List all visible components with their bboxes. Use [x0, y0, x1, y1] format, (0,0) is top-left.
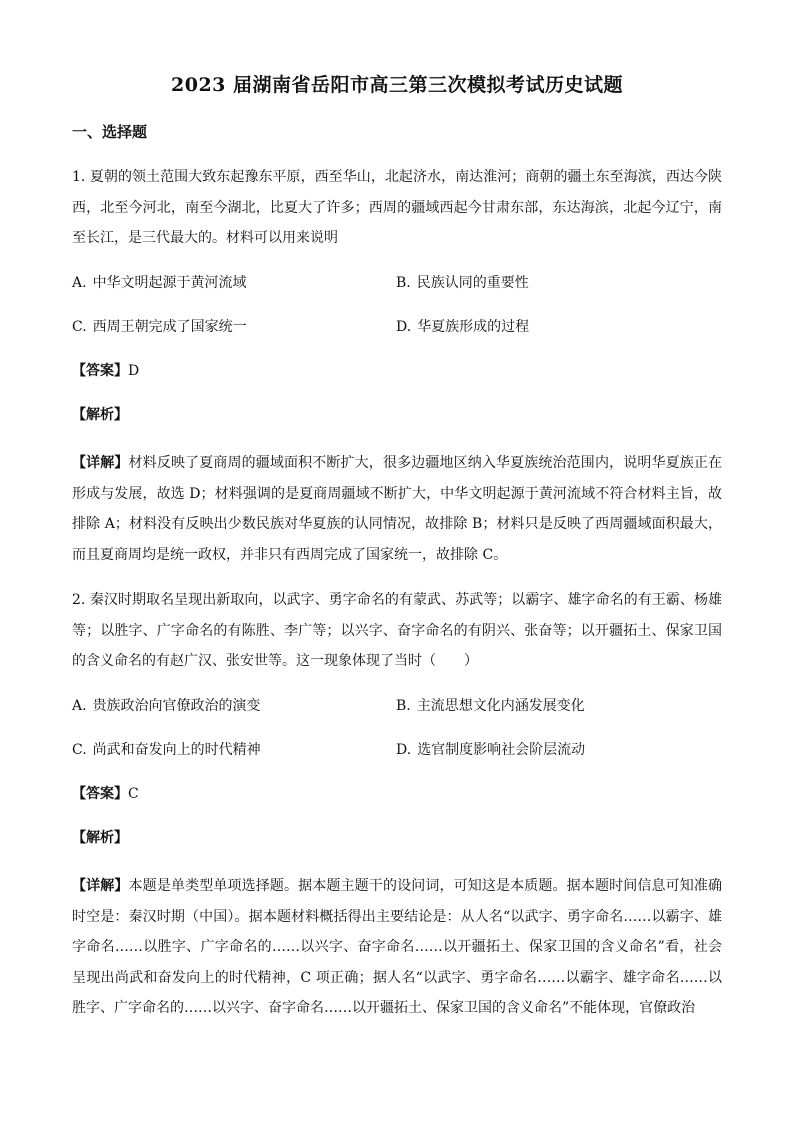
option-letter: A.	[72, 275, 87, 291]
question-2-option-d[interactable]	[396, 740, 585, 760]
option-text: 选官制度影响社会阶层流动	[417, 742, 586, 758]
section-title: 一、选择题	[72, 123, 148, 141]
option-text: 西周王朝完成了国家统一	[92, 319, 247, 335]
option-text: 主流思想文化内涵发展变化	[416, 698, 585, 714]
question-2-option-c[interactable]	[72, 740, 261, 760]
page-title: 2023 届湖南省岳阳市高三第三次模拟考试历史试题	[171, 74, 623, 96]
option-text: 尚武和奋发向上的时代精神	[92, 742, 261, 758]
analysis-label: 【解析】	[72, 407, 128, 423]
answer-value: C	[128, 786, 139, 802]
option-letter: D.	[396, 319, 412, 335]
option-letter: B.	[396, 275, 411, 291]
option-letter: C.	[72, 742, 87, 758]
question-1-answer	[72, 361, 139, 381]
detail-text: 材料反映了夏商周的疆域面积不断扩大，很多边疆地区纳入华夏族统治范围内，说明华夏族正在形成与发展，故选 D；材料强调的是夏商周疆域不断扩大，中华文明起源于黄河流域不符合材料主旨，故排除 A；材料没有反映出少数民族对华夏族的认同情况，故排除 B；材料只是反映了西周疆域面积最大，而且夏商周均是统一政权，并非只有西周完成了国家统一，故排除 C。	[72, 455, 723, 563]
question-2-analysis-heading	[72, 828, 128, 848]
question-1-option-a[interactable]	[72, 273, 247, 293]
question-1-detail	[72, 448, 722, 570]
question-1-option-b[interactable]	[396, 273, 529, 293]
option-text: 民族认同的重要性	[416, 275, 529, 291]
option-letter: B.	[396, 698, 411, 714]
question-1-option-d[interactable]	[396, 317, 529, 337]
option-letter: C.	[72, 319, 87, 335]
detail-label: 【详解】	[72, 455, 129, 471]
question-1-analysis-heading	[72, 405, 128, 425]
detail-label: 【详解】	[72, 878, 129, 894]
detail-text: 本题是单类型单项选择题。据本题主题干的设问词，可知这是本质题。据本题时间信息可知准确时空是：秦汉时期（中国）。据本题材料概括得出主要结论是：从人名“以武字、勇字命名……以霸字、雄字命名……以胜字、广字命名的……以兴字、奋字命名……以开疆拓土、保家卫国的含义命名”看，社会呈现出尚武和奋发向上的时代精神，C 项正确；据人名“以武字、勇字命名……以霸字、雄字命名……以胜字、广字命名的……以兴字、奋字命名……以开疆拓土、保家卫国的含义命名”不能体现，官僚政治	[72, 878, 723, 1016]
question-2-option-b[interactable]	[396, 696, 585, 716]
answer-label: 【答案】	[72, 363, 128, 379]
question-1-option-c[interactable]	[72, 317, 247, 337]
answer-value: D	[128, 363, 140, 379]
option-text: 贵族政治向官僚政治的演变	[92, 698, 261, 714]
question-2-option-a[interactable]	[72, 696, 261, 716]
answer-label: 【答案】	[72, 786, 128, 802]
option-text: 华夏族形成的过程	[417, 319, 530, 335]
analysis-label: 【解析】	[72, 830, 128, 846]
option-text: 中华文明起源于黄河流域	[92, 275, 247, 291]
question-2-answer	[72, 784, 139, 804]
question-2-detail	[72, 871, 722, 1024]
question-1-stem: 1. 夏朝的领土范围大致东起豫东平原，西至华山，北起济水，南达淮河；商朝的疆土东至海滨，西达今陕西，北至今河北，南至今湖北，比夏大了许多；西周的疆域西起今甘肃东部，东达海滨，北起今辽宁，南至长江，是三代最大的。材料可以用来说明	[72, 169, 722, 246]
option-letter: A.	[72, 698, 87, 714]
option-letter: D.	[396, 742, 412, 758]
question-2-stem: 2. 秦汉时期取名呈现出新取向，以武字、勇字命名的有蒙武、苏武等；以霸字、雄字命名的有王霸、杨雄等；以胜字、广字命名的有陈胜、李广等；以兴字、奋字命名的有阴兴、张奋等；以开疆拓土、保家卫国的含义命名的有赵广汉、张安世等。这一现象体现了当时（ ）	[72, 592, 722, 669]
